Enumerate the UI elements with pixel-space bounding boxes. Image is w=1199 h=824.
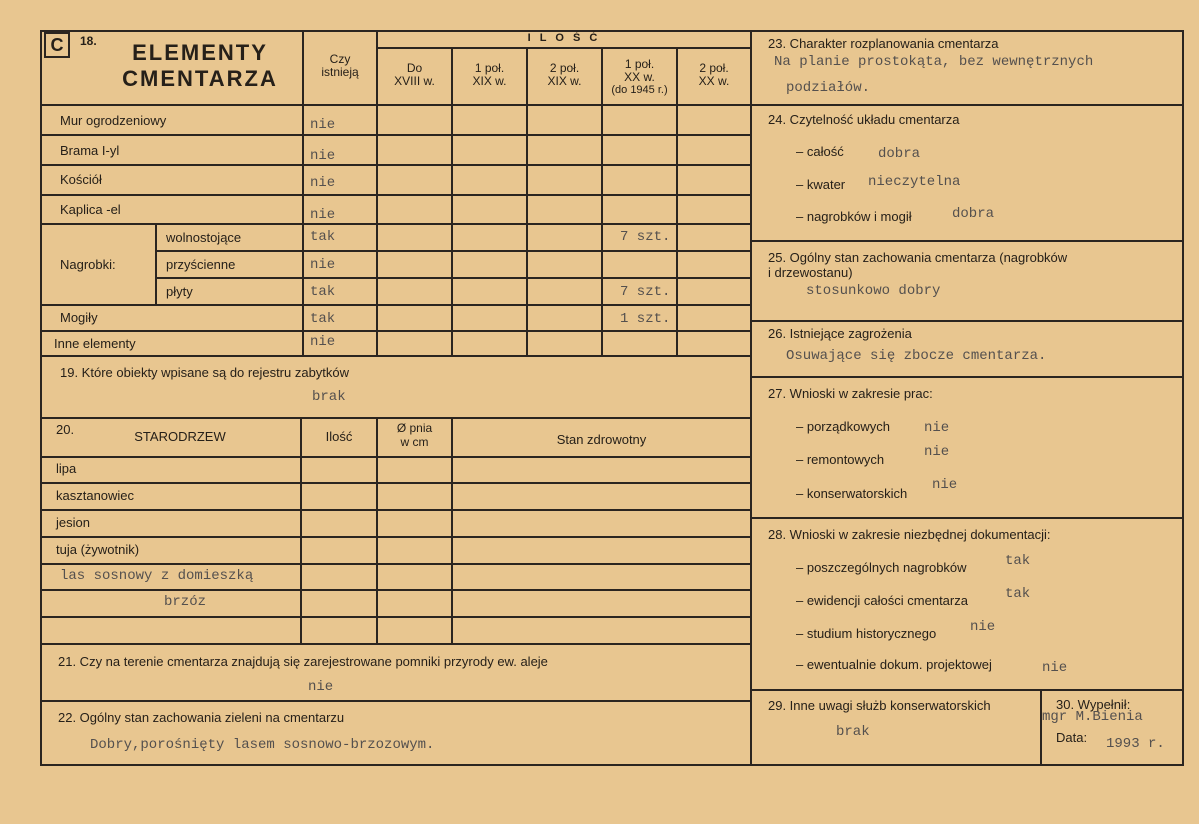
rule — [40, 589, 752, 591]
legibility-item-value: dobra — [878, 146, 921, 162]
nagrobki-label: Nagrobki: — [60, 257, 116, 272]
exists-value: tak — [310, 284, 336, 300]
section-letter: C — [44, 32, 70, 58]
rule — [40, 563, 752, 565]
docs-item-label: – ewentualnie dokum. projektowej — [796, 657, 992, 672]
rule — [750, 517, 1184, 519]
tree-row: kasztanowiec — [56, 488, 135, 503]
col-health-header: Stan zdrowotny — [556, 432, 647, 447]
legibility-item-label: – nagrobków i mogił — [796, 209, 912, 224]
section-20-number: 20. — [56, 422, 75, 437]
section-27-label: 27. Wnioski w zakresie prac: — [768, 386, 933, 401]
section-22-value: Dobry,porośnięty lasem sosnowo-brzozowym. — [90, 737, 435, 753]
row-label: Mogiły — [60, 310, 98, 325]
docs-item-label: – poszczególnych nagrobków — [796, 560, 967, 575]
rule — [40, 164, 752, 166]
rule — [750, 320, 1184, 322]
works-item-value: nie — [924, 444, 950, 460]
period-header-l1: 2 poł. — [549, 61, 580, 75]
period-header-l2: XIX w. — [547, 74, 582, 88]
section-title-line2: CMENTARZA — [122, 66, 278, 91]
col-diam-header-l2: w cm — [400, 435, 429, 449]
exists-value: nie — [310, 148, 336, 164]
rule — [155, 277, 752, 279]
rule — [40, 194, 752, 196]
section-20-title: STARODRZEW — [134, 429, 226, 444]
quantity-header: I L O Ś Ć — [527, 32, 601, 44]
col-diam-header-l1: Ø pnia — [396, 421, 433, 435]
section-21-value: nie — [308, 679, 334, 695]
row-label: Mur ogrodzeniowy — [60, 113, 167, 128]
rule — [40, 223, 752, 225]
tree-typed-line1: las sosnowy z domieszką — [60, 568, 254, 584]
quantity-value: 7 szt. — [620, 284, 671, 300]
period-header-l2: XX w. — [624, 70, 655, 84]
exists-value: nie — [310, 117, 336, 133]
rule — [40, 104, 752, 106]
exists-header-line2: istnieją — [321, 65, 359, 79]
quantity-value: 1 szt. — [620, 311, 671, 327]
docs-item-value: tak — [1005, 586, 1031, 602]
works-item-label: – konserwatorskich — [796, 486, 908, 501]
legibility-item-label: – całość — [796, 144, 844, 159]
rule — [750, 240, 1184, 242]
rule — [155, 223, 157, 305]
legibility-item-label: – kwater — [796, 177, 846, 192]
docs-item-value: nie — [1042, 660, 1068, 676]
exists-value: nie — [310, 257, 336, 273]
rule — [451, 417, 453, 643]
rule — [750, 689, 1184, 691]
rule — [40, 536, 752, 538]
rule — [155, 250, 752, 252]
tree-row: lipa — [56, 461, 77, 476]
section-24-label: 24. Czytelność układu cmentarza — [768, 112, 960, 127]
rule — [40, 456, 752, 458]
date-value: 1993 r. — [1106, 736, 1165, 752]
period-header-l2: XVIII w. — [394, 74, 435, 88]
works-item-value: nie — [924, 420, 950, 436]
rule — [300, 417, 302, 643]
rule — [1040, 689, 1042, 765]
section-29-value: brak — [836, 724, 870, 740]
period-header-l1: Do — [406, 61, 423, 75]
rule — [750, 30, 752, 765]
section-25-value: stosunkowo dobry — [806, 283, 941, 299]
row-label: przyścienne — [166, 257, 236, 272]
col-qty-header: Ilość — [325, 429, 353, 444]
section-23-value-line2: podziałów. — [786, 80, 871, 96]
exists-header-line1: Czy — [329, 52, 351, 66]
docs-item-label: – studium historycznego — [796, 626, 937, 641]
rule — [526, 48, 528, 356]
row-label: Brama I-yl — [60, 143, 120, 158]
rule — [750, 376, 1184, 378]
section-22-label: 22. Ogólny stan zachowania zieleni na cmentarzu — [58, 710, 345, 725]
rule — [40, 764, 752, 766]
rule — [750, 104, 1184, 106]
period-header-l1: 1 poł. — [624, 57, 655, 71]
tree-row: tuja (żywotnik) — [56, 542, 140, 557]
section-28-label: 28. Wnioski w zakresie niezbędnej dokumentacji: — [768, 527, 1051, 542]
section-19-label: 19. Które obiekty wpisane są do rejestru zabytków — [60, 365, 350, 380]
legibility-item-value: dobra — [952, 206, 995, 222]
exists-value: nie — [310, 334, 336, 350]
tree-row: jesion — [56, 515, 90, 530]
period-header-l1: 2 poł. — [699, 61, 729, 75]
filled-by-label: 30. Wypełnił: — [1056, 697, 1131, 712]
section-19-value: brak — [312, 389, 346, 405]
section-23-label: 23. Charakter rozplanowania cmentarza — [768, 36, 999, 51]
quantity-value: 7 szt. — [620, 229, 671, 245]
rule — [40, 417, 752, 419]
rule — [40, 330, 752, 332]
exists-value: tak — [310, 229, 336, 245]
row-label: Kaplica -el — [60, 202, 121, 217]
section-21-label: 21. Czy na terenie cmentarza znajdują się zarejestrowane pomniki przyrody ew. aleje — [58, 654, 548, 669]
docs-item-value: nie — [970, 619, 996, 635]
rule — [40, 304, 752, 306]
period-header-l2: XIX w. — [472, 74, 507, 88]
rule — [40, 134, 752, 136]
tree-typed-line2: brzóz — [164, 594, 207, 610]
filled-by-value: mgr M.Bienia — [1042, 709, 1143, 725]
rule — [40, 509, 752, 511]
rule — [1182, 30, 1184, 765]
period-header-l1: 1 poł. — [474, 61, 505, 75]
section-title-line1: ELEMENTY — [132, 40, 268, 65]
period-header-l3: (do 1945 r.) — [611, 84, 668, 96]
row-label: Inne elementy — [54, 336, 136, 351]
docs-item-label: – ewidencji całości cmentarza — [796, 593, 968, 608]
docs-item-value: tak — [1005, 553, 1031, 569]
rule — [376, 47, 752, 49]
section-25-label-line1: 25. Ogólny stan zachowania cmentarza (nagrobków — [768, 250, 1068, 265]
rule — [40, 355, 752, 357]
exists-value: nie — [310, 207, 336, 223]
date-label: Data: — [1056, 730, 1088, 745]
rule — [750, 30, 1184, 32]
rule — [40, 616, 752, 618]
rule — [376, 417, 378, 643]
section-23-value-line1: Na planie prostokąta, bez wewnętrznych — [774, 54, 1094, 70]
section-26-label: 26. Istniejące zagrożenia — [768, 326, 912, 341]
works-item-label: – remontowych — [796, 452, 885, 467]
period-header-l2: XX w. — [698, 74, 730, 88]
rule — [750, 764, 1184, 766]
exists-value: nie — [310, 175, 336, 191]
legibility-item-value: nieczytelna — [868, 174, 961, 190]
rule — [40, 30, 42, 765]
section-26-value: Osuwające się zbocze cmentarza. — [786, 348, 1047, 364]
row-label: wolnostojące — [166, 230, 242, 245]
exists-value: tak — [310, 311, 336, 327]
rule — [40, 700, 752, 702]
row-label: płyty — [166, 284, 193, 299]
section-29-label: 29. Inne uwagi służb konserwatorskich — [768, 698, 991, 713]
rule — [451, 48, 453, 356]
row-label: Kościół — [60, 172, 102, 187]
section-number: 18. — [80, 34, 97, 48]
works-item-value: nie — [932, 477, 958, 493]
works-item-label: – porządkowych — [796, 419, 890, 434]
rule — [40, 643, 752, 645]
section-25-label-line2: i drzewostanu) — [768, 265, 853, 280]
rule — [40, 482, 752, 484]
